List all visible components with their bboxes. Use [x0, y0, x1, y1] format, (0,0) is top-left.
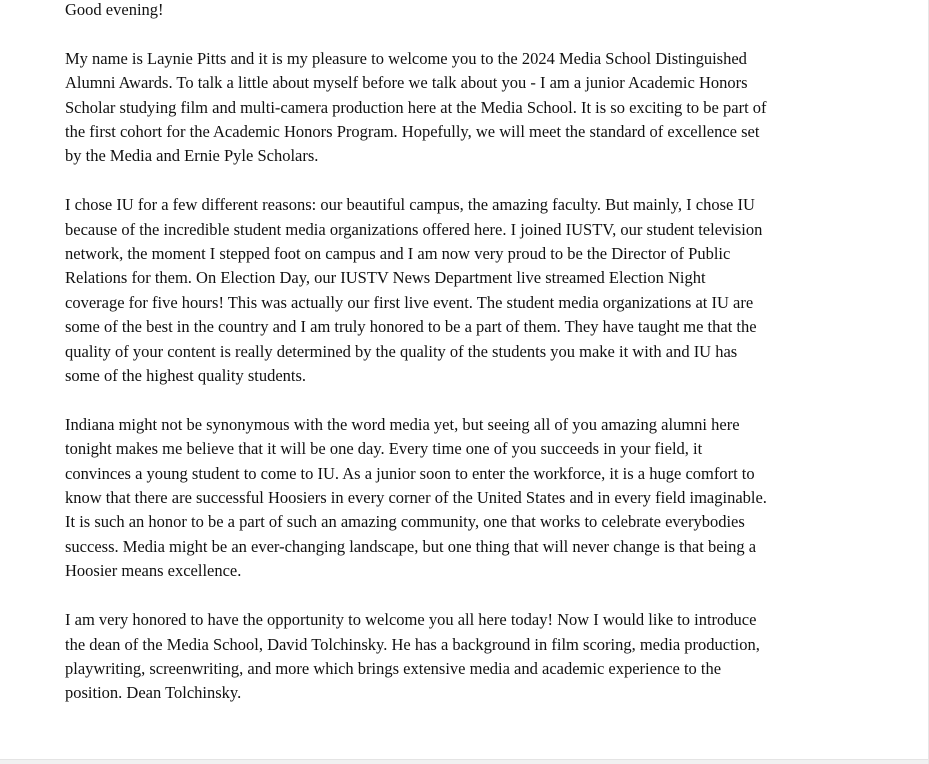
- paragraph-choosing-iu: I chose IU for a few different reasons: our beautiful campus, the amazing faculty. But mainly, I chose IU because of the incredible student media organizations offered here. I joined IUSTV, our student television network, the moment I stepped foot on campus and I am now very proud to be the Director of Public Relations for them. On Election Day, our IUSTV News Department live streamed Election Night coverage for five hours! This was actually our first live event. The student media organizations at IU are some of the best in the country and I am truly honored to be a part of them. They have taught me that the quality of your content is really determined by the quality of the students you make it with and IU has some of the highest quality students.: [65, 195, 763, 386]
- page-bottom-edge: [0, 759, 928, 764]
- paragraph-indiana-media: Indiana might not be synonymous with the word media yet, but seeing all of you amazing alumni here tonight makes me believe that it will be one day. Every time one of you succeeds in your field, it convinces a young student to come to IU. As a junior soon to enter the workforce, it is a huge comfort to know that there are successful Hoosiers in every corner of the United States and in every field imaginable. It is such an honor to be a part of such an amazing community, one that works to celebrate everybodies success. Media might be an ever-changing landscape, but one thing that will never change is that being a Hoosier means excellence.: [65, 414, 767, 581]
- greeting-line: Good evening!: [65, 0, 164, 19]
- paragraph-dean-introduction: I am very honored to have the opportunity to welcome you all here today! Now I would like to introduce the dean of the Media School, David Tolchinsky. He has a background in film scoring, media production, playwriting, screenwriting, and more which brings extensive media and academic experience to the position. Dean Tolchinsky.: [65, 610, 760, 703]
- document-body: [65, 0, 865, 730]
- paragraph-introduction: My name is Laynie Pitts and it is my pleasure to welcome you to the 2024 Media School Distinguished Alumni Awards. To talk a little about myself before we talk about you - I am a junior Academic Honors Scholar studying film and multi-camera production here at the Media School. It is so exciting to be part of the first cohort for the Academic Honors Program. Hopefully, we will meet the standard of excellence set by the Media and Ernie Pyle Scholars.: [65, 48, 767, 166]
